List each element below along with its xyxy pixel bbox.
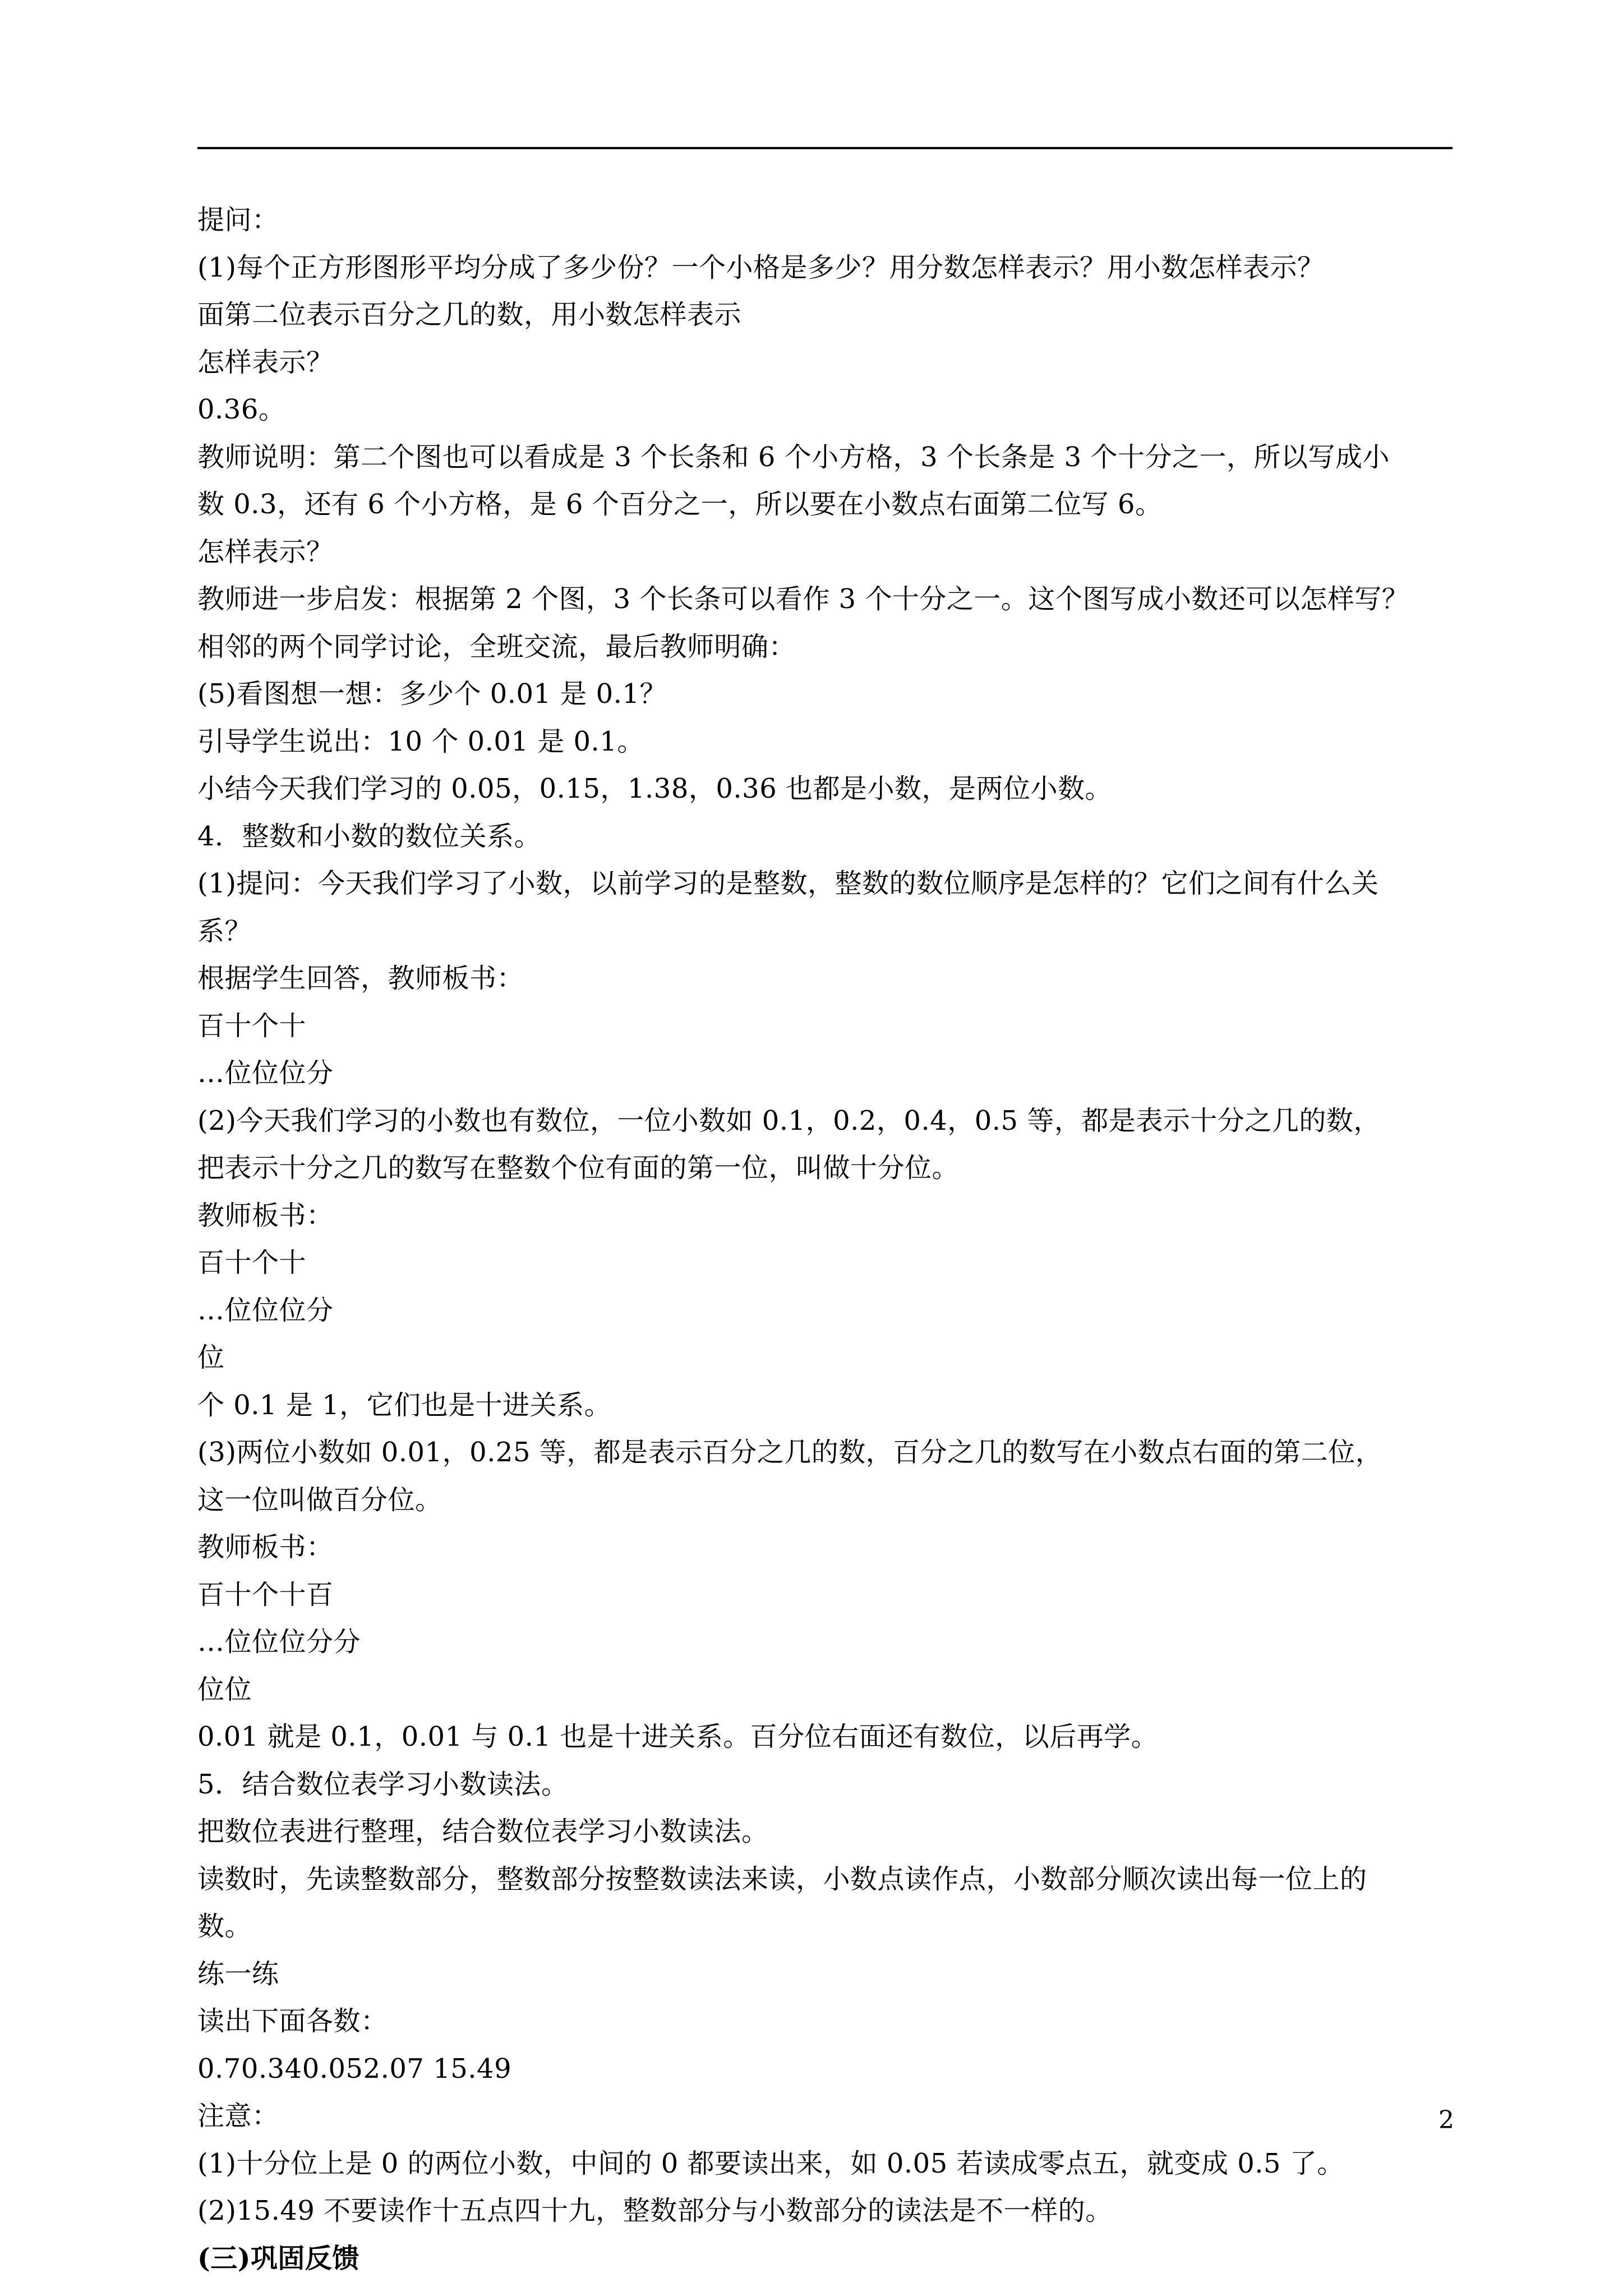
board-writing-line: 百十个十百 [197, 1579, 334, 1611]
board-writing-line: 百十个十 [197, 1247, 307, 1278]
text-line: 注意： [197, 2100, 279, 2132]
text-line: 相邻的两个同学讨论，全班交流，最后教师明确： [197, 631, 796, 662]
text-line: 怎样表示？ [197, 536, 334, 568]
text-line: 根据学生回答，教师板书： [197, 963, 524, 994]
text-line: (2)今天我们学习的小数也有数位，一位小数如 0.1，0.2，0.4，0.5 等，都是表示十分之几的数， [197, 1105, 1381, 1137]
text-line: 小结今天我们学习的 0.05，0.15，1.38，0.36 也都是小数，是两位小数。 [197, 773, 1113, 804]
text-line: (2)15.49 不要读作十五点四十九，整数部分与小数部分的读法是不一样的。 [197, 2195, 1113, 2226]
text-line: 怎样表示？ [197, 346, 334, 378]
text-line: 把表示十分之几的数写在整数个位有面的第一位，叫做十分位。 [197, 1152, 960, 1184]
board-writing-line: …位位位分 [197, 1294, 334, 1326]
section-heading: 5．结合数位表学习小数读法。 [197, 1768, 569, 1800]
text-line: 教师进一步启发：根据第 2 个图，3 个长条可以看作 3 个十分之一。这个图写成小数还可以怎样写？ [197, 583, 1409, 615]
text-line: 教师板书： [197, 1531, 334, 1563]
page-number: 2 [1438, 2106, 1454, 2134]
text-line: 教师板书： [197, 1199, 334, 1231]
text-line: (1)提问：今天我们学习了小数，以前学习的是整数，整数的数位顺序是怎样的？它们之间有什么关 [197, 868, 1379, 899]
text-line: (5)看图想一想：多少个 0.01 是 0.1？ [197, 678, 667, 710]
board-writing-line: 百十个十 [197, 1010, 307, 1042]
text-line: 个 0.1 是 1，它们也是十进关系。 [197, 1389, 612, 1421]
board-writing-line: 位 [197, 1342, 225, 1373]
board-writing-line: …位位位分分 [197, 1626, 361, 1658]
text-line: 系？ [197, 915, 252, 947]
text-line: 0.36。 [197, 394, 286, 425]
text-line: 读数时，先读整数部分，整数部分按整数读法来读，小数点读作点，小数部分顺次读出每一位上的 [197, 1863, 1367, 1895]
text-line: (1)每个正方形图形平均分成了多少份？一个小格是多少？用分数怎样表示？用小数怎样表示？ [197, 251, 1325, 283]
board-writing-line: …位位位分 [197, 1057, 334, 1089]
text-line: 这一位叫做百分位。 [197, 1484, 442, 1516]
section-heading-bold: (三)巩固反馈 [197, 2242, 359, 2274]
text-line: 数。 [197, 1911, 252, 1942]
text-line: 读出下面各数： [197, 2005, 388, 2037]
header-rule [197, 147, 1453, 149]
text-line: 面第二位表示百分之几的数，用小数怎样表示 [197, 299, 742, 330]
text-line: 提问： [197, 204, 279, 236]
text-line: 0.01 就是 0.1，0.01 与 0.1 也是十进关系。百分位右面还有数位，以后再学。 [197, 1721, 1159, 1752]
document-body [197, 196, 1453, 2282]
text-line: 0.70.340.052.07 15.49 [197, 2053, 512, 2085]
text-line: 练一练 [197, 1958, 279, 1990]
text-line: 引导学生说出：10 个 0.01 是 0.1。 [197, 725, 644, 757]
board-writing-line: 位位 [197, 1673, 252, 1705]
text-line: (1)十分位上是 0 的两位小数，中间的 0 都要读出来，如 0.05 若读成零点五，就变成 0.5 了。 [197, 2147, 1344, 2179]
text-line: 教师说明：第二个图也可以看成是 3 个长条和 6 个小方格，3 个长条是 3 个十分之一，所以写成小 [197, 441, 1390, 473]
text-line: (3)两位小数如 0.01，0.25 等，都是表示百分之几的数，百分之几的数写在小数点右面的第二位， [197, 1437, 1383, 1468]
text-line: 数 0.3，还有 6 个小方格，是 6 个百分之一，所以要在小数点右面第二位写 6。 [197, 489, 1163, 520]
text-line: 把数位表进行整理，结合数位表学习小数读法。 [197, 1816, 769, 1847]
section-heading: 4．整数和小数的数位关系。 [197, 820, 542, 852]
